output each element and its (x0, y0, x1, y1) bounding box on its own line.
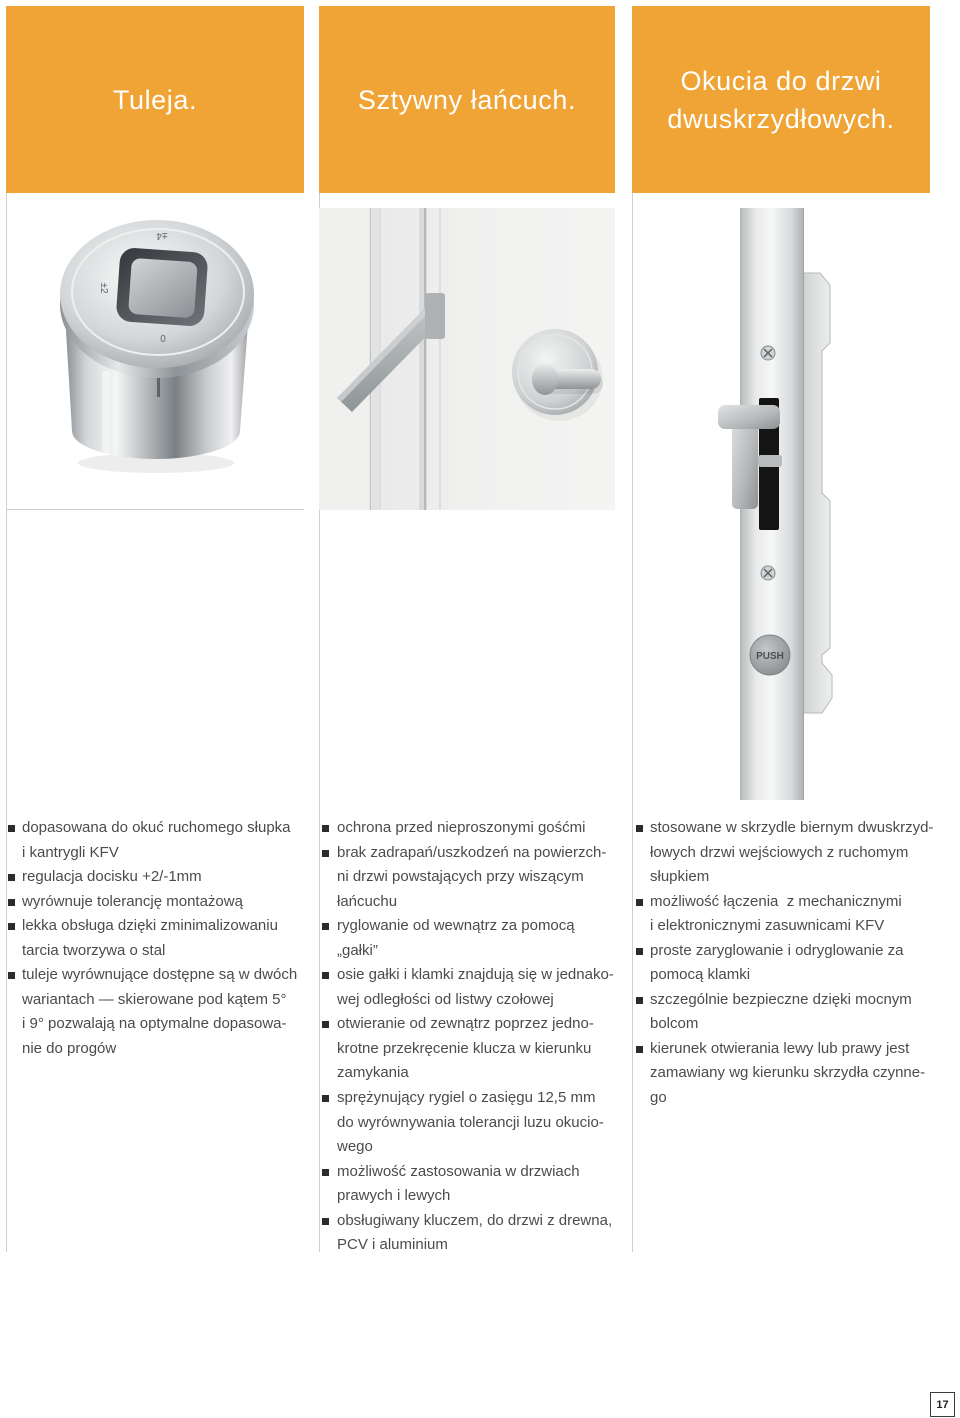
square-bullet-icon (322, 1021, 329, 1028)
feature-text-line: brak zadrapań/uszkodzeń na powierzch- (337, 843, 607, 861)
feature-list-tuleja (8, 816, 304, 1061)
feature-text-line: nie do progów (22, 1039, 117, 1057)
feature-text-line: pomocą klamki (650, 966, 751, 984)
feature-text-line: krotne przekręcenie klucza w kierunku (337, 1039, 592, 1057)
engraving-mark: ±2 (98, 282, 109, 294)
feature-list-double-door (636, 816, 936, 1111)
feature-text-line: wej odległości od listwy czołowej (337, 990, 554, 1008)
feature-text-line: możliwość zastosowania w drzwiach (337, 1162, 580, 1180)
feature-text-line: osie gałki i klamki znajdują się w jednako- (337, 966, 614, 984)
section-header-chain (319, 6, 615, 193)
feature-item (8, 914, 304, 963)
feature-text-line: tarcia tworzywa o stal (22, 941, 166, 959)
section-title: Tuleja. (112, 84, 198, 115)
square-bullet-icon (322, 972, 329, 979)
square-bullet-icon (636, 948, 643, 955)
engraving-mark: ±4 (156, 230, 168, 241)
feature-item (322, 1012, 615, 1086)
feature-text-line: łańcuchu (337, 892, 398, 910)
feature-text-line: bolcom (650, 1015, 699, 1033)
feature-item (636, 1037, 936, 1111)
feature-text-line: lekka obsługa dzięki zminimalizowaniu (22, 917, 278, 935)
feature-item (636, 816, 936, 890)
feature-item (322, 1160, 615, 1209)
feature-text-line: proste zaryglowanie i odryglowanie za (650, 941, 904, 959)
section-header-tuleja (6, 6, 304, 193)
feature-item (322, 841, 615, 915)
square-bullet-icon (636, 997, 643, 1004)
feature-item (322, 963, 615, 1012)
feature-text-line: szczególnie bezpieczne dzięki mocnym (650, 990, 912, 1008)
section-title: Sztywny łańcuch. (357, 84, 577, 115)
engraving-mark: 0 (160, 334, 166, 345)
square-bullet-icon (636, 899, 643, 906)
square-bullet-icon (8, 899, 15, 906)
section-title-line-1: Okucia do drzwi (680, 65, 882, 96)
feature-text-line: możliwość łączenia z mechanicznymi (650, 892, 902, 910)
feature-item (322, 1086, 615, 1160)
feature-item (322, 1209, 615, 1258)
feature-item (636, 988, 936, 1037)
section-header-double-door (632, 6, 930, 193)
feature-item (8, 865, 304, 890)
feature-text-line: wego (337, 1138, 373, 1156)
square-bullet-icon (322, 923, 329, 930)
feature-text-line: słupkiem (650, 868, 710, 886)
feature-text-line: wyrównuje tolerancję montażową (22, 892, 243, 910)
feature-text-line: łowych drzwi wejściowych z ruchomym (650, 843, 909, 861)
square-bullet-icon (322, 1169, 329, 1176)
feature-text-line: stosowane w skrzydle biernym dwuskrzyd- (650, 819, 934, 836)
feature-item (8, 963, 304, 1061)
feature-text-line: sprężynujący rygiel o zasięgu 12,5 mm (337, 1089, 596, 1107)
feature-text-line: ochrona przed nieproszonymi gośćmi (337, 819, 586, 836)
page-number: 17 (930, 1392, 955, 1417)
square-bullet-icon (322, 1218, 329, 1225)
feature-list-chain (322, 816, 615, 1258)
feature-text-line: tuleje wyrównujące dostępne są w dwóch (22, 966, 298, 984)
feature-text-line: wariantach — skierowane pod kątem 5° (22, 990, 287, 1008)
section-title-line-2: dwuskrzydłowych. (667, 103, 895, 134)
feature-text-line: go (650, 1089, 667, 1107)
feature-item (322, 816, 615, 841)
square-bullet-icon (8, 874, 15, 881)
push-label: PUSH (756, 651, 784, 662)
feature-text-line: ryglowanie od wewnątrz za pomocą (337, 917, 575, 935)
square-bullet-icon (8, 825, 15, 832)
feature-text-line: obsługiwany kluczem, do drzwi z drewna, (337, 1211, 613, 1229)
feature-text-line: zamykania (337, 1064, 409, 1082)
feature-item (8, 816, 304, 865)
square-bullet-icon (322, 850, 329, 857)
feature-item (636, 939, 936, 988)
feature-text-line: i 9° pozwalają na optymalne dopasowa- (22, 1015, 287, 1033)
feature-text-line: i elektronicznymi zasuwnicami KFV (650, 917, 885, 935)
square-bullet-icon (8, 923, 15, 930)
square-bullet-icon (636, 1046, 643, 1053)
feature-text-line: i kantrygli KFV (22, 843, 119, 861)
square-bullet-icon (322, 1095, 329, 1102)
feature-text-line: otwieranie od zewnątrz poprzez jedno- (337, 1015, 594, 1033)
bushing-photo (6, 193, 304, 510)
feature-text-line: kierunek otwierania lewy lub prawy jest (650, 1039, 910, 1057)
lock-strip-photo (632, 193, 930, 813)
square-bullet-icon (636, 825, 643, 832)
feature-item (8, 890, 304, 915)
feature-text-line: regulacja docisku +2/-1mm (22, 868, 202, 886)
square-bullet-icon (322, 825, 329, 832)
feature-item (636, 890, 936, 939)
feature-text-line: PCV i aluminium (337, 1236, 448, 1254)
feature-text-line: prawych i lewych (337, 1187, 451, 1205)
push-button-icon (750, 635, 790, 675)
square-bullet-icon (8, 972, 15, 979)
feature-text-line: do wyrównywania tolerancji luzu okucio- (337, 1113, 604, 1131)
feature-text-line: „gałki” (337, 941, 378, 959)
door-chain-photo (319, 193, 615, 510)
feature-item (322, 914, 615, 963)
feature-text-line: dopasowana do okuć ruchomego słupka (22, 819, 291, 836)
feature-text-line: ni drzwi powstających przy wiszącym (337, 868, 584, 886)
feature-text-line: zamawiany wg kierunku skrzydła czynne- (650, 1064, 926, 1082)
